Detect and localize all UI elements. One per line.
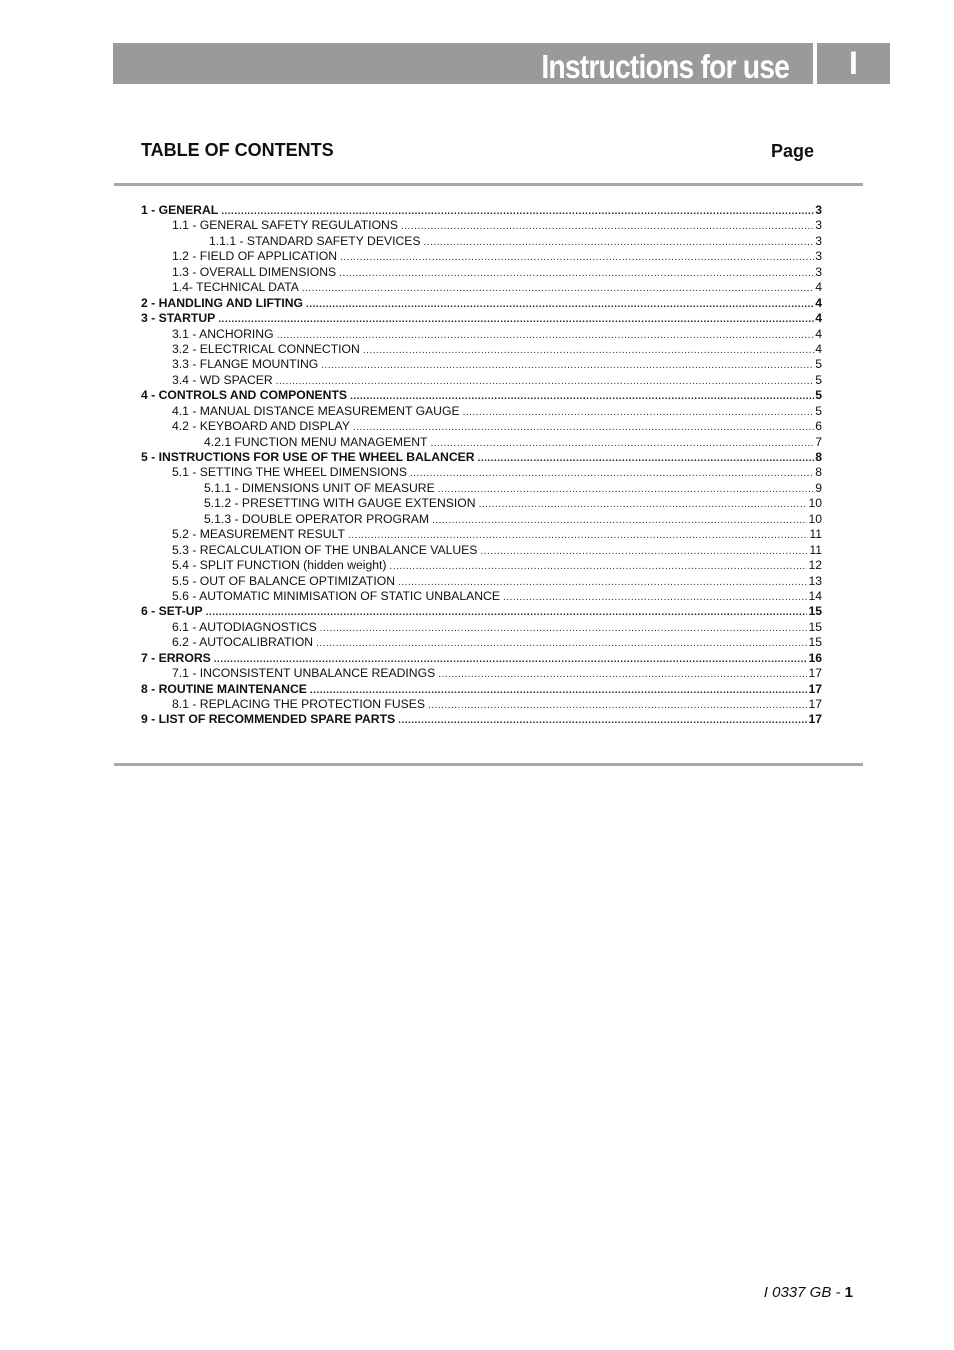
toc-entry[interactable]	[141, 203, 822, 218]
toc-entry-page: 17	[808, 681, 822, 696]
toc-entry-page: 5	[815, 372, 822, 387]
toc-dot-leader	[363, 343, 814, 358]
toc-entry[interactable]	[141, 635, 822, 650]
toc-entry[interactable]	[141, 620, 822, 635]
toc-entry-page: 10	[808, 511, 822, 526]
toc-entry-page: 6	[815, 419, 822, 434]
toc-entry[interactable]	[141, 465, 822, 480]
toc-entry-page: 3	[815, 264, 822, 279]
toc-entry[interactable]	[141, 373, 822, 388]
toc-dot-leader	[218, 312, 814, 327]
section-letter: I	[849, 45, 858, 81]
toc-dot-leader	[321, 358, 814, 373]
toc-entry-page: 8	[815, 465, 822, 480]
toc-dot-leader	[463, 405, 815, 420]
toc-entry[interactable]	[141, 311, 822, 326]
toc-entry[interactable]	[141, 496, 822, 511]
toc-entry-page: 9	[815, 480, 822, 495]
toc-dot-leader	[214, 652, 808, 667]
toc-entry[interactable]	[141, 388, 822, 403]
toc-dot-leader	[302, 281, 814, 296]
toc-entry-label: 3.1 - ANCHORING	[172, 326, 274, 341]
toc-entry-label: 7 - ERRORS	[141, 650, 211, 665]
toc-entry[interactable]	[141, 404, 822, 419]
toc-entry-label: 2 - HANDLING AND LIFTING	[141, 295, 304, 310]
toc-entry-label: 3.4 - WD SPACER	[172, 372, 273, 387]
toc-entry-page: 17	[808, 666, 822, 681]
toc-dot-leader	[401, 219, 814, 234]
toc-entry-page: 12	[808, 558, 822, 573]
toc-entry-page: 7	[815, 434, 822, 449]
toc-entry-page: 11	[809, 527, 822, 542]
toc-entry[interactable]	[141, 666, 822, 681]
toc-entry-label: 5.4 - SPLIT FUNCTION (hidden weight)	[172, 558, 387, 573]
footer-doc-code: I 0337 GB -	[763, 1284, 845, 1301]
toc-dot-leader	[389, 559, 807, 574]
toc-entry[interactable]	[141, 357, 822, 372]
top-divider	[114, 183, 863, 186]
toc-entry-page: 3	[815, 203, 822, 217]
toc-entry[interactable]	[141, 604, 822, 619]
toc-dot-leader	[276, 374, 815, 389]
toc-dot-leader	[310, 683, 808, 698]
toc-dot-leader	[348, 528, 808, 543]
toc-dot-leader	[410, 466, 814, 481]
toc-dot-leader	[339, 266, 814, 281]
toc-entry-label: 5.5 - OUT OF BALANCE OPTIMIZATION	[172, 573, 396, 588]
toc-entry-page: 4	[815, 280, 822, 295]
toc-entry[interactable]	[141, 234, 822, 249]
toc-entry[interactable]	[141, 419, 822, 434]
toc-entry-page: 15	[808, 604, 822, 619]
toc-entry-page: 8	[815, 450, 822, 464]
page-footer	[764, 1284, 853, 1301]
toc-dot-leader	[432, 513, 807, 528]
toc-entry-page: 14	[808, 588, 822, 603]
toc-heading: TABLE OF CONTENTS	[141, 140, 334, 160]
toc-entry[interactable]	[141, 543, 822, 558]
toc-entry-page: 17	[808, 712, 822, 727]
footer-page-number: 1	[844, 1284, 853, 1301]
toc-entry-label: 8.1 - REPLACING THE PROTECTION FUSES	[172, 697, 426, 711]
toc-entry[interactable]	[141, 280, 822, 295]
toc-dot-leader	[438, 482, 815, 497]
toc-entry-page: 3	[815, 249, 822, 264]
toc-entry-label: 3.2 - ELECTRICAL CONNECTION	[172, 341, 360, 356]
toc-entry[interactable]	[141, 574, 822, 589]
toc-entry-label: 5.1.1 - DIMENSIONS UNIT OF MEASURE	[204, 480, 435, 495]
toc-list	[141, 203, 822, 728]
toc-dot-leader	[350, 389, 814, 404]
toc-entry-label: 4.2.1 FUNCTION MENU MANAGEMENT	[204, 434, 428, 449]
toc-entry[interactable]	[141, 558, 822, 573]
toc-entry[interactable]	[141, 249, 822, 264]
toc-entry[interactable]	[141, 651, 822, 666]
toc-entry-label: 4.2 - KEYBOARD AND DISPLAY	[172, 419, 350, 434]
toc-entry-label: 5.1.2 - PRESETTING WITH GAUGE EXTENSION	[204, 496, 476, 511]
toc-entry-label: 4 - CONTROLS AND COMPONENTS	[141, 388, 348, 403]
toc-page-heading: Page	[771, 141, 815, 161]
toc-entry[interactable]	[141, 218, 822, 233]
toc-entry[interactable]	[141, 512, 822, 527]
toc-dot-leader	[398, 575, 807, 590]
toc-dot-leader	[206, 605, 808, 620]
toc-entry-label: 1.1 - GENERAL SAFETY REGULATIONS	[172, 218, 398, 233]
toc-dot-leader	[503, 590, 807, 605]
bottom-divider	[114, 763, 863, 766]
toc-entry-label: 6.1 - AUTODIAGNOSTICS	[172, 619, 317, 634]
toc-entry[interactable]	[141, 527, 822, 542]
toc-entry-label: 3 - STARTUP	[141, 311, 216, 326]
toc-entry-page: 4	[815, 311, 822, 326]
toc-entry[interactable]	[141, 697, 822, 712]
toc-entry-label: 5.6 - AUTOMATIC MINIMISATION OF STATIC UNBALANCE	[172, 588, 500, 603]
toc-entry-label: 1.3 - OVERALL DIMENSIONS	[172, 264, 337, 279]
toc-entry[interactable]	[141, 712, 822, 727]
toc-dot-leader	[424, 235, 815, 250]
toc-dot-leader	[353, 420, 814, 435]
toc-entry-label: 1 - GENERAL	[141, 203, 219, 217]
toc-entry-page: 15	[808, 619, 822, 634]
toc-entry-page: 11	[809, 542, 822, 557]
toc-entry[interactable]	[141, 265, 822, 280]
toc-entry-page: 5	[815, 403, 822, 418]
toc-entry-page: 13	[808, 573, 822, 588]
toc-dot-leader	[320, 621, 808, 636]
toc-entry-label: 5.3 - RECALCULATION OF THE UNBALANCE VALUES	[172, 542, 478, 557]
toc-entry[interactable]	[141, 327, 822, 342]
toc-entry-label: 3.3 - FLANGE MOUNTING	[172, 357, 319, 372]
toc-dot-leader	[428, 698, 807, 713]
toc-entry-page: 17	[808, 697, 822, 711]
toc-dot-leader	[398, 713, 807, 728]
toc-dot-leader	[430, 436, 814, 451]
toc-dot-leader	[316, 636, 807, 651]
toc-entry-page: 4	[815, 295, 822, 310]
toc-entry-label: 4.1 - MANUAL DISTANCE MEASUREMENT GAUGE	[172, 403, 460, 418]
toc-entry-page: 5	[815, 388, 822, 403]
toc-entry-label: 8 - ROUTINE MAINTENANCE	[141, 681, 307, 696]
toc-dot-leader	[221, 204, 814, 219]
toc-entry-label: 1.2 - FIELD OF APPLICATION	[172, 249, 338, 264]
toc-entry-label: 5.1 - SETTING THE WHEEL DIMENSIONS	[172, 465, 407, 480]
header-title-bar	[113, 43, 813, 84]
toc-entry[interactable]	[141, 296, 822, 311]
toc-entry-label: 6.2 - AUTOCALIBRATION	[172, 635, 314, 650]
toc-dot-leader	[478, 451, 815, 466]
toc-entry-page: 15	[808, 635, 822, 650]
toc-entry-label: 6 - SET-UP	[141, 604, 203, 619]
toc-entry-label: 5.1.3 - DOUBLE OPERATOR PROGRAM	[204, 511, 430, 526]
toc-entry-page: 4	[815, 341, 822, 356]
toc-dot-leader	[340, 250, 814, 265]
toc-entry[interactable]	[141, 342, 822, 357]
toc-dot-leader	[438, 667, 807, 682]
toc-entry-page: 16	[808, 650, 822, 665]
toc-entry[interactable]	[141, 589, 822, 604]
toc-entry[interactable]	[141, 682, 822, 697]
toc-entry-page: 10	[808, 496, 822, 511]
toc-entry-label: 5.2 - MEASUREMENT RESULT	[172, 527, 345, 542]
toc-entry[interactable]	[141, 450, 822, 465]
toc-entry-label: 5 - INSTRUCTIONS FOR USE OF THE WHEEL BALANCER	[141, 450, 475, 464]
section-tab	[817, 43, 890, 84]
toc-entry-label: 1.4- TECHNICAL DATA	[172, 280, 299, 295]
toc-entry-page: 3	[815, 233, 822, 248]
header-title: Instructions for use	[541, 48, 789, 85]
toc-entry[interactable]	[141, 435, 822, 450]
toc-dot-leader	[479, 497, 808, 512]
toc-entry-page: 4	[815, 326, 822, 341]
toc-entry-label: 7.1 - INCONSISTENT UNBALANCE READINGS	[172, 666, 436, 681]
toc-entry-page: 5	[815, 357, 822, 372]
toc-entry-label: 9 - LIST OF RECOMMENDED SPARE PARTS	[141, 712, 396, 727]
toc-dot-leader	[480, 544, 808, 559]
toc-dot-leader	[277, 328, 815, 343]
toc-entry[interactable]	[141, 481, 822, 496]
toc-entry-label: 1.1.1 - STANDARD SAFETY DEVICES	[209, 233, 421, 248]
toc-dot-leader	[306, 297, 814, 312]
toc-entry-page: 3	[815, 218, 822, 233]
